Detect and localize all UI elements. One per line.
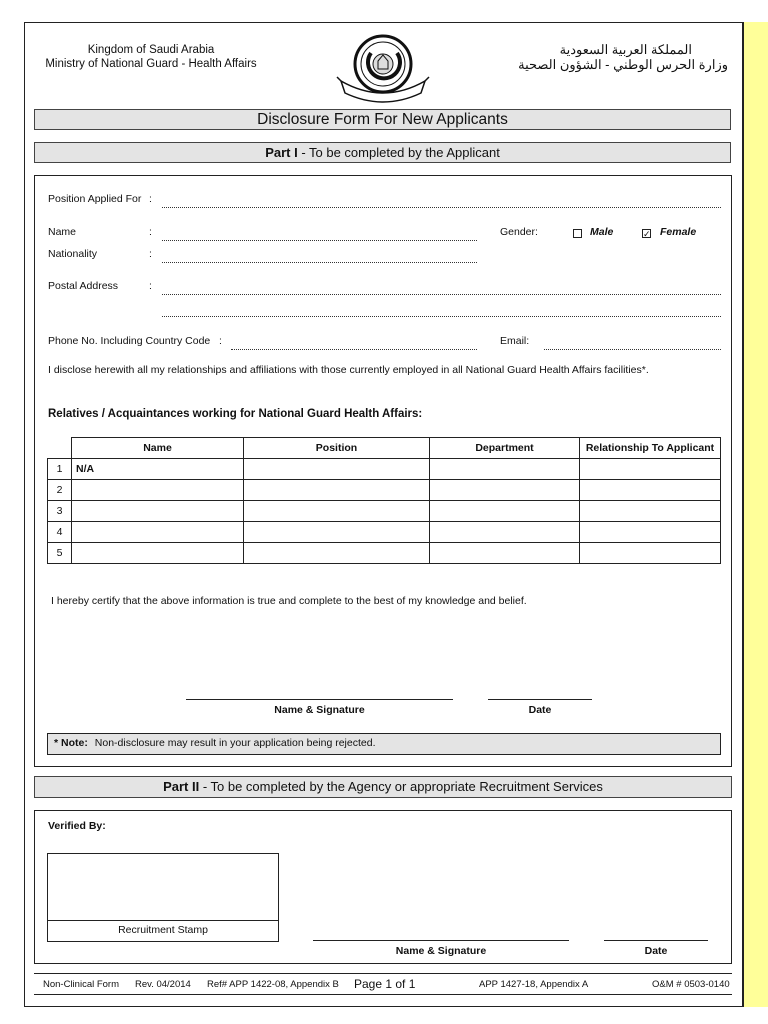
cell-position[interactable] xyxy=(244,543,430,564)
stamp-divider xyxy=(47,920,279,921)
cell-name[interactable] xyxy=(72,522,244,543)
email-field[interactable] xyxy=(544,349,721,350)
cell-name[interactable] xyxy=(72,480,244,501)
position-field[interactable] xyxy=(162,207,721,208)
table-header-row xyxy=(48,438,721,459)
gender-label: Gender: xyxy=(500,226,538,238)
table-row xyxy=(48,543,721,564)
header-english-line2: Ministry of National Guard - Health Affairs xyxy=(45,58,257,70)
column-header-position: Position xyxy=(244,438,430,459)
cell-relationship[interactable] xyxy=(580,480,721,501)
postal-label: Postal Address xyxy=(48,280,119,292)
nationality-label: Nationality xyxy=(48,248,98,260)
signature-label: Name & Signature xyxy=(274,704,365,716)
part2-date-line[interactable] xyxy=(604,940,708,941)
position-colon: : xyxy=(149,193,152,205)
header-english xyxy=(30,43,272,71)
name-field[interactable] xyxy=(162,240,477,241)
part1-heading xyxy=(34,142,731,163)
table-corner xyxy=(48,438,72,459)
footer-om: O&M # 0503-0140 xyxy=(652,979,730,990)
cell-relationship[interactable] xyxy=(580,501,721,522)
column-header-relationship: Relationship To Applicant xyxy=(580,438,721,459)
header-arabic xyxy=(470,42,728,72)
note-box xyxy=(47,733,721,755)
header-arabic-line2: وزارة الحرس الوطني - الشؤون الصحية xyxy=(518,57,728,72)
cell-position[interactable] xyxy=(244,480,430,501)
cell-department[interactable] xyxy=(430,459,580,480)
row-number: 1 xyxy=(48,459,72,480)
table-row xyxy=(48,459,721,480)
stamp-label: Recruitment Stamp xyxy=(118,924,208,936)
certify-text: I hereby certify that the above information is true and complete to the best of my knowledge and belief. xyxy=(51,595,527,607)
name-colon: : xyxy=(149,226,152,238)
phone-label: Phone No. Including Country Code xyxy=(48,335,211,347)
part2-signature-line[interactable] xyxy=(313,940,569,941)
relatives-table xyxy=(47,437,721,564)
header-english-line1: Kingdom of Saudi Arabia xyxy=(87,44,215,56)
row-number: 2 xyxy=(48,480,72,501)
date-line[interactable] xyxy=(488,699,592,700)
part1-heading-bold: Part I xyxy=(265,145,298,160)
part2-heading-bold: Part II xyxy=(163,779,200,794)
cell-department[interactable] xyxy=(430,501,580,522)
footer-page: Page 1 of 1 xyxy=(354,977,416,991)
position-label: Position Applied For xyxy=(48,193,142,205)
cell-relationship[interactable] xyxy=(580,543,721,564)
table-row xyxy=(48,480,721,501)
row-number: 5 xyxy=(48,543,72,564)
email-label: Email: xyxy=(500,335,530,347)
phone-field[interactable] xyxy=(231,349,477,350)
cell-position[interactable] xyxy=(244,501,430,522)
postal-colon: : xyxy=(149,280,152,292)
male-checkbox[interactable] xyxy=(573,229,582,238)
relatives-heading: Relatives / Acquaintances working for National Guard Health Affairs: xyxy=(48,408,423,420)
cell-position[interactable] xyxy=(244,459,430,480)
table-row xyxy=(48,522,721,543)
verified-by-label: Verified By: xyxy=(48,820,106,832)
side-strip xyxy=(743,22,768,1007)
postal-field-line1[interactable] xyxy=(162,294,721,295)
cell-relationship[interactable] xyxy=(580,522,721,543)
header-arabic-line1: المملكة العربية السعودية xyxy=(559,42,692,57)
cell-department[interactable] xyxy=(430,522,580,543)
male-label: Male xyxy=(590,226,614,238)
name-label: Name xyxy=(48,226,77,238)
ministry-logo-icon xyxy=(335,31,431,103)
note-text: Non-disclosure may result in your application being rejected. xyxy=(94,737,376,749)
female-checkbox[interactable]: ✓ xyxy=(643,229,651,239)
row-number: 4 xyxy=(48,522,72,543)
part1-heading-rest: - To be completed by the Applicant xyxy=(297,145,500,160)
postal-field-line2[interactable] xyxy=(162,316,721,317)
part2-date-label: Date xyxy=(644,945,668,957)
column-header-department: Department xyxy=(430,438,580,459)
cell-name[interactable] xyxy=(72,501,244,522)
row-number: 3 xyxy=(48,501,72,522)
note-label: * Note: xyxy=(54,737,88,749)
footer-app: APP 1427-18, Appendix A xyxy=(479,979,589,990)
disclose-text: I disclose herewith all my relationships and affiliations with those currently employed in all National Guard Health Affairs facilities*. xyxy=(48,364,649,376)
cell-relationship[interactable] xyxy=(580,459,721,480)
column-header-name: Name xyxy=(72,438,244,459)
footer-rev: Rev. 04/2014 xyxy=(135,979,191,990)
nationality-colon: : xyxy=(149,248,152,260)
nationality-field[interactable] xyxy=(162,262,477,263)
cell-name[interactable] xyxy=(72,543,244,564)
cell-name[interactable]: N/A xyxy=(72,459,244,480)
form-title: Disclosure Form For New Applicants xyxy=(34,109,731,130)
part2-heading xyxy=(34,776,732,798)
female-label: Female xyxy=(660,226,697,238)
footer-ref: Ref# APP 1422-08, Appendix B xyxy=(207,979,339,990)
date-label: Date xyxy=(528,704,552,716)
signature-line[interactable] xyxy=(186,699,453,700)
table-row xyxy=(48,501,721,522)
part2-signature-label: Name & Signature xyxy=(395,945,487,957)
cell-department[interactable] xyxy=(430,543,580,564)
part2-heading-rest: - To be completed by the Agency or appropriate Recruitment Services xyxy=(199,779,603,794)
footer-form-type: Non-Clinical Form xyxy=(43,979,120,990)
cell-department[interactable] xyxy=(430,480,580,501)
cell-position[interactable] xyxy=(244,522,430,543)
phone-colon: : xyxy=(219,335,222,347)
